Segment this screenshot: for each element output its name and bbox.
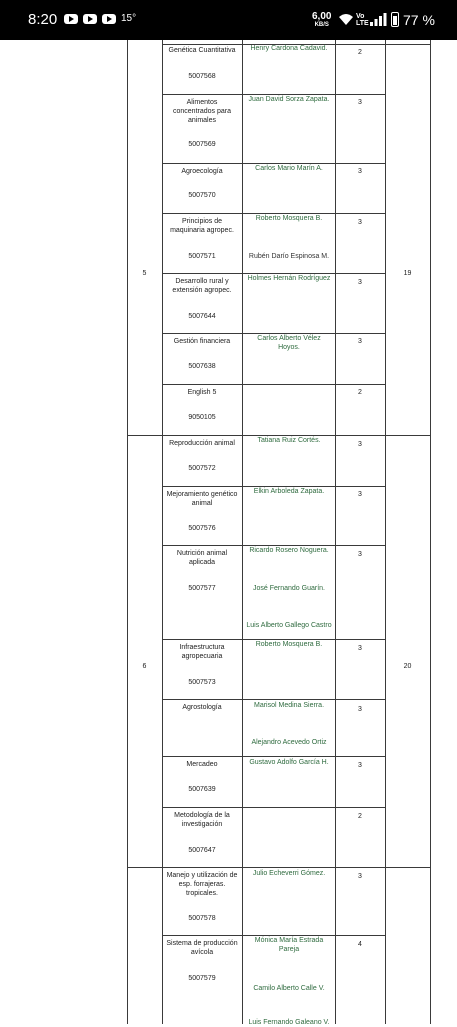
course-credits: 3	[358, 706, 362, 713]
youtube-notification-icon	[102, 14, 116, 24]
teacher-name: José Fernando Guarín.	[253, 585, 325, 592]
course-credits: 2	[358, 389, 362, 396]
volte-icon: Vo LTE	[356, 13, 369, 27]
youtube-notification-icon	[64, 14, 78, 24]
teacher-name: Roberto Mosquera B.	[255, 215, 323, 222]
teacher-name: Carlos Mario Marín A.	[255, 165, 323, 172]
course-name: Nutrición animal aplicada	[176, 550, 228, 566]
network-speed	[312, 12, 331, 28]
clock: 8:20	[28, 11, 58, 28]
table-border	[162, 699, 385, 700]
course-code: 5007576	[188, 525, 216, 532]
course-name: Agroecología	[181, 168, 223, 175]
course-credits: 3	[358, 491, 362, 498]
course-name: Mercadeo	[186, 761, 218, 768]
course-code: 5007647	[188, 847, 216, 854]
teacher-name: Marisol Medina Sierra.	[253, 702, 325, 709]
course-name: Mejoramiento genético animal	[166, 491, 238, 507]
teacher-name: Holmes Hernán Rodríguez	[247, 275, 331, 282]
course-code: 5007639	[188, 786, 216, 793]
semester-credits-total: 20	[403, 663, 412, 670]
course-name: Agrostología	[182, 704, 222, 711]
semester-number: 5	[142, 270, 147, 277]
course-credits: 3	[358, 279, 362, 286]
teacher-name: Roberto Mosquera B.	[255, 641, 323, 648]
teacher-name: Juan David Sorza Zapata.	[248, 96, 330, 103]
course-name: Principios de maquinaria agropec.	[170, 218, 234, 234]
semester-number: 6	[142, 663, 147, 670]
table-border	[162, 40, 163, 1024]
teacher-name: Camilo Alberto Calle V.	[253, 985, 325, 992]
status-bar	[0, 0, 457, 40]
table-border	[162, 756, 385, 757]
course-code: 5007573	[188, 679, 216, 686]
course-name: Metodología de la investigación	[174, 812, 230, 828]
table-border	[127, 40, 128, 1024]
course-credits: 3	[358, 99, 362, 106]
course-code: 5007638	[188, 363, 216, 370]
course-code: 5007568	[188, 73, 216, 80]
semester-credits-total: 19	[403, 270, 412, 277]
course-code: 5007571	[188, 253, 216, 260]
battery-percent: 77 %	[403, 12, 435, 28]
course-code: 5007569	[188, 141, 216, 148]
course-name: Infraestructura agropecuaria	[179, 644, 225, 660]
course-code: 5007644	[188, 313, 216, 320]
course-name: Sistema de producción avícola	[166, 940, 238, 956]
battery-icon	[391, 12, 399, 27]
course-code: 5007572	[188, 465, 216, 472]
course-credits: 3	[358, 338, 362, 345]
teacher-name: Carlos Alberto Vélez Hoyos.	[257, 335, 321, 351]
teacher-name: Gustavo Adolfo García H.	[249, 759, 329, 766]
course-name: Reproducción animal	[169, 440, 235, 447]
course-name: Manejo y utilización de esp. forrajeras. tropicales.	[166, 872, 238, 897]
course-code: 5007578	[188, 915, 216, 922]
course-code: 9050105	[188, 414, 216, 421]
course-credits: 3	[358, 551, 362, 558]
course-name: English 5	[187, 389, 217, 396]
course-credits: 3	[358, 645, 362, 652]
course-code: 5007577	[188, 585, 216, 592]
course-credits: 3	[358, 168, 362, 175]
course-credits: 2	[358, 49, 362, 56]
course-credits: 2	[358, 813, 362, 820]
teacher-name: Mónica María Estrada Pareja	[254, 937, 324, 953]
course-credits: 3	[358, 873, 362, 880]
table-border	[127, 867, 431, 868]
youtube-notification-icon	[83, 14, 97, 24]
course-credits: 3	[358, 219, 362, 226]
network-speed-value: 6,00	[312, 11, 332, 22]
table-border	[162, 807, 385, 808]
teacher-name: Luis Alberto Gallego Castro	[246, 622, 332, 629]
wifi-icon	[338, 12, 354, 26]
signal-icon	[370, 13, 387, 26]
table-border	[385, 40, 386, 1024]
table-border	[430, 40, 431, 1024]
teacher-name: Elkin Arboleda Zapata.	[253, 488, 325, 495]
temperature: 15°	[121, 13, 137, 24]
course-credits: 3	[358, 441, 362, 448]
course-credits: 4	[358, 941, 362, 948]
table-border	[162, 384, 385, 385]
teacher-name: Rubén Darío Espinosa M.	[248, 253, 330, 260]
course-credits: 3	[358, 762, 362, 769]
teacher-name: Luis Fernando Galeano V.	[248, 1019, 330, 1026]
course-name: Gestión financiera	[173, 338, 231, 345]
teacher-name: Alejandro Acevedo Ortiz	[251, 739, 327, 746]
teacher-name: Tatiana Ruiz Cortés.	[257, 437, 321, 444]
teacher-name: Henry Cardona Cadavid.	[250, 45, 328, 52]
course-name: Genética Cuantitativa	[168, 47, 236, 54]
teacher-name: Julio Echeverri Gómez.	[252, 870, 326, 877]
network-speed-unit: KB/S	[314, 22, 329, 28]
teacher-name: Ricardo Rosero Noguera.	[249, 547, 329, 554]
table-border	[242, 40, 243, 1024]
course-code: 5007579	[188, 975, 216, 982]
course-name: Alimentos concentrados para animales	[173, 99, 231, 124]
course-code: 5007570	[188, 192, 216, 199]
course-name: Desarrollo rural y extensión agropec.	[172, 278, 232, 294]
